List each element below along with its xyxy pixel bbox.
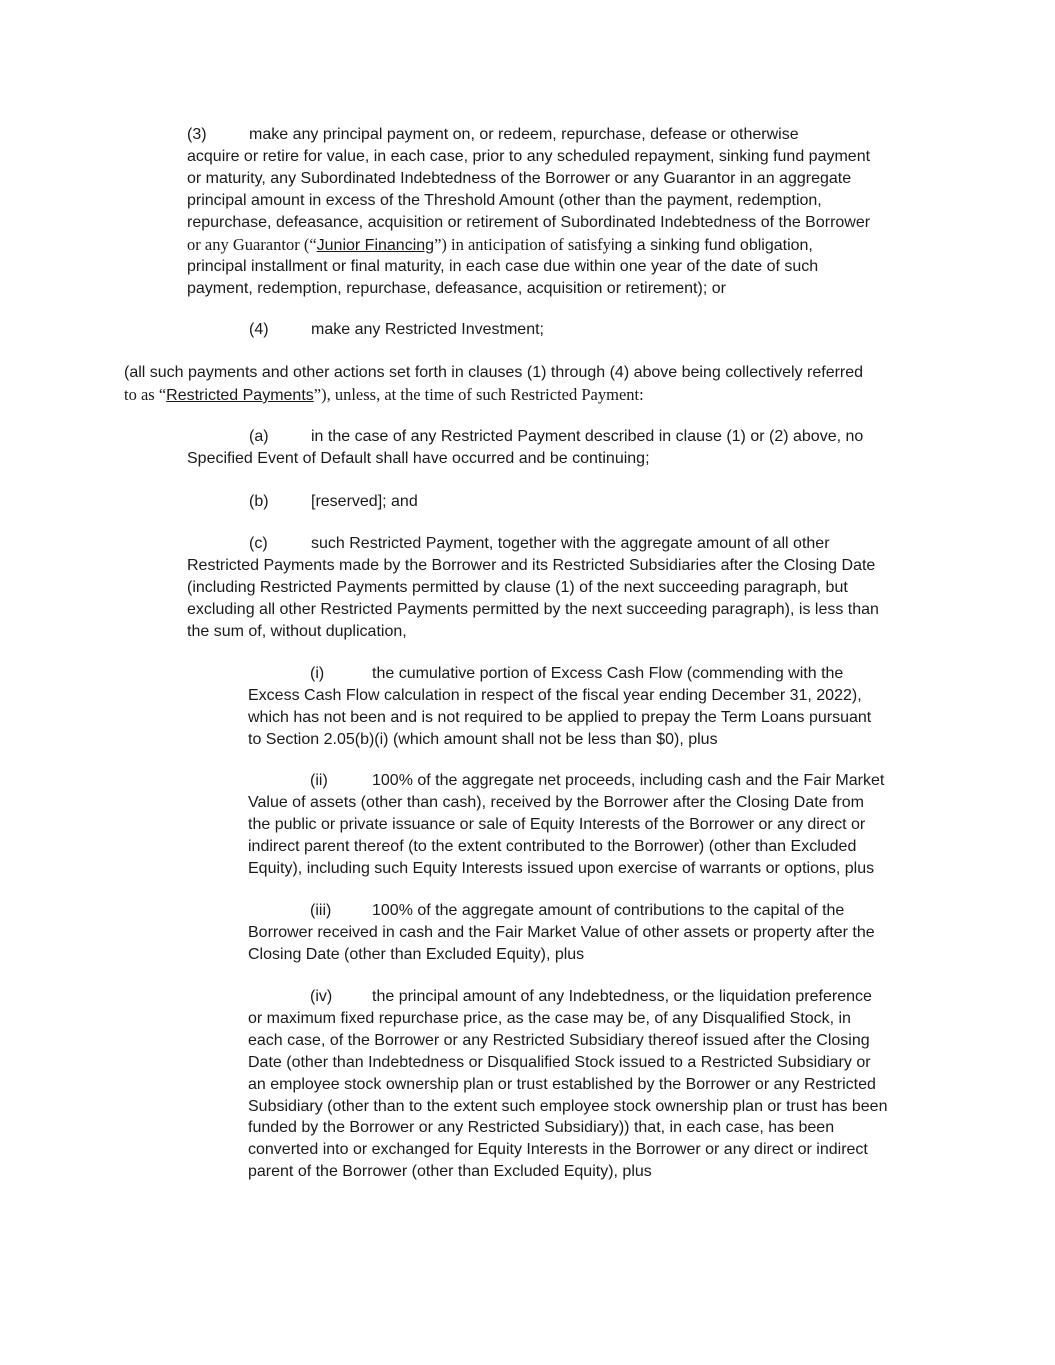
clause-c xyxy=(187,533,879,643)
clause-iv xyxy=(248,986,887,1183)
clause-b-line-1 xyxy=(187,491,418,513)
clause-c-number: (c) xyxy=(249,535,268,552)
defined-term-restricted-payments: Restricted Payments xyxy=(166,386,314,404)
clause-3-line-7: principal installment or final maturity, in each case due within one year of the date of such xyxy=(187,258,819,276)
clause-ii-line-3: the public or private issuance or sale of Equity Interests of the Borrower or any direct or xyxy=(248,815,866,833)
clause-iii-text-1: 100% of the aggregate amount of contributions to the capital of the xyxy=(372,902,845,919)
clause-iv-number: (iv) xyxy=(310,988,333,1005)
clause-iv-line-4: Date (other than Indebtedness or Disqualified Stock issued to a Restricted Subsidiary or xyxy=(248,1053,871,1071)
clause-a-text-1: in the case of any Restricted Payment described in clause (1) or (2) above, no xyxy=(311,428,864,445)
clause-c-text-1: such Restricted Payment, together with the aggregate amount of all other xyxy=(311,535,830,552)
clause-ii-line-1 xyxy=(248,770,884,792)
clause-a xyxy=(187,426,863,470)
clause-i-line-4: to Section 2.05(b)(i) (which amount shall not be less than $0), plus xyxy=(248,730,718,748)
clause-4-number: (4) xyxy=(249,321,269,338)
clause-i-line-1 xyxy=(248,663,871,685)
clause-c-line-5: the sum of, without duplication, xyxy=(187,622,407,640)
clause-iv-line-7: funded by the Borrower or any Restricted Subsidiary)) that, in each case, has been xyxy=(248,1119,835,1137)
clause-i-text-1: the cumulative portion of Excess Cash Flow (commending with the xyxy=(372,665,844,682)
clause-c-line-2: Restricted Payments made by the Borrower and its Restricted Subsidiaries after the Closing Date xyxy=(187,556,876,574)
clause-ii-number: (ii) xyxy=(310,772,328,789)
clause-4-line-1 xyxy=(187,319,544,341)
clause-3-line-1 xyxy=(187,124,870,146)
lead-in-line-2-post: ”), unless, at the time of such Restricted Payment: xyxy=(313,384,644,404)
clause-b-number: (b) xyxy=(249,493,269,510)
clause-ii-line-2: Value of assets (other than cash), received by the Borrower after the Closing Date from xyxy=(248,793,864,811)
clause-ii xyxy=(248,770,884,880)
clause-a-line-1 xyxy=(187,426,863,448)
clause-a-line-2: Specified Event of Default shall have occurred and be continuing; xyxy=(187,449,650,467)
clause-3-line-4: principal amount in excess of the Threshold Amount (other than the payment, redemption, xyxy=(187,191,822,209)
clause-3-line-5: repurchase, defeasance, acquisition or retirement of Subordinated Indebtedness of the Borrower xyxy=(187,213,871,231)
lead-in-line-1: (all such payments and other actions set forth in clauses (1) through (4) above being collectively referred xyxy=(124,364,864,381)
clause-c-line-4: excluding all other Restricted Payments permitted by the next succeeding paragraph), is less than xyxy=(187,600,879,618)
clause-b-text: [reserved]; and xyxy=(311,493,418,510)
clause-3-line-6 xyxy=(187,234,870,257)
clause-3-line-2: acquire or retire for value, in each case, prior to any scheduled repayment, sinking fund payment xyxy=(187,147,871,165)
defined-term-junior-financing: Junior Financing xyxy=(316,236,435,254)
lead-in-line-2-pre: to as “ xyxy=(124,384,167,404)
clause-ii-line-4: indirect parent thereof (to the extent contributed to the Borrower) (other than Excluded xyxy=(248,837,857,855)
clause-iii-line-3: Closing Date (other than Excluded Equity), plus xyxy=(248,945,585,963)
clause-b xyxy=(187,491,418,513)
clause-iv-line-9: parent of the Borrower (other than Excluded Equity), plus xyxy=(248,1163,652,1181)
clause-3-line-6-pre: or any Guarantor (“ xyxy=(187,234,317,254)
clause-3-line-3: or maturity, any Subordinated Indebtedness of the Borrower or any Guarantor in an aggregate xyxy=(187,169,852,187)
clause-4-text: make any Restricted Investment; xyxy=(311,321,544,338)
clause-iv-line-3: each case, of the Borrower or any Restricted Subsidiary thereof issued after the Closing xyxy=(248,1031,870,1049)
clause-iv-line-1 xyxy=(248,986,887,1008)
clause-iv-line-6: Subsidiary (other than to the extent such employee stock ownership plan or trust has been xyxy=(248,1097,888,1115)
clause-i xyxy=(248,663,871,751)
clause-i-line-2: Excess Cash Flow calculation in respect of the fiscal year ending December 31, 2022), xyxy=(248,686,862,704)
clause-ii-line-5: Equity), including such Equity Interests issued upon exercise of warrants or options, plus xyxy=(248,859,875,877)
clause-3-line-6-post: ing a sinking fund obligation, xyxy=(610,236,813,254)
clause-3-line-8: payment, redemption, repurchase, defeasance, acquisition or retirement); or xyxy=(187,280,726,298)
clause-3-line-6-mid: ”) in anticipation of satisfy xyxy=(434,234,611,254)
clause-iv-text-1: the principal amount of any Indebtedness, or the liquidation preference xyxy=(372,988,872,1005)
clause-iii xyxy=(248,900,875,966)
clause-a-number: (a) xyxy=(249,428,269,445)
clause-ii-text-1: 100% of the aggregate net proceeds, including cash and the Fair Market xyxy=(372,772,885,789)
clause-iv-line-2: or maximum fixed repurchase price, as the case may be, of any Disqualified Stock, in xyxy=(248,1009,851,1027)
clause-iv-line-5: an employee stock ownership plan or trust established by the Borrower or any Restricted xyxy=(248,1075,876,1093)
clause-i-line-3: which has not been and is not required to be applied to prepay the Term Loans pursuant xyxy=(248,708,872,726)
clause-iii-line-2: Borrower received in cash and the Fair Market Value of other assets or property after the xyxy=(248,923,875,941)
clause-iii-number: (iii) xyxy=(310,902,332,919)
clause-c-line-1 xyxy=(187,533,879,555)
clause-3-text-1: make any principal payment on, or redeem, repurchase, defease or otherwise xyxy=(249,126,799,143)
clause-3 xyxy=(187,124,870,300)
clause-i-number: (i) xyxy=(310,665,325,682)
clause-3-number: (3) xyxy=(187,126,207,143)
clause-c-line-3: (including Restricted Payments permitted by clause (1) of the next succeeding paragraph, but xyxy=(187,578,848,596)
clause-iii-line-1 xyxy=(248,900,875,922)
lead-in-line-2 xyxy=(124,384,863,407)
lead-in-paragraph xyxy=(124,362,863,407)
clause-iv-line-8: converted into or exchanged for Equity Interests in the Borrower or any direct or indirect xyxy=(248,1141,868,1159)
clause-4 xyxy=(187,319,544,341)
